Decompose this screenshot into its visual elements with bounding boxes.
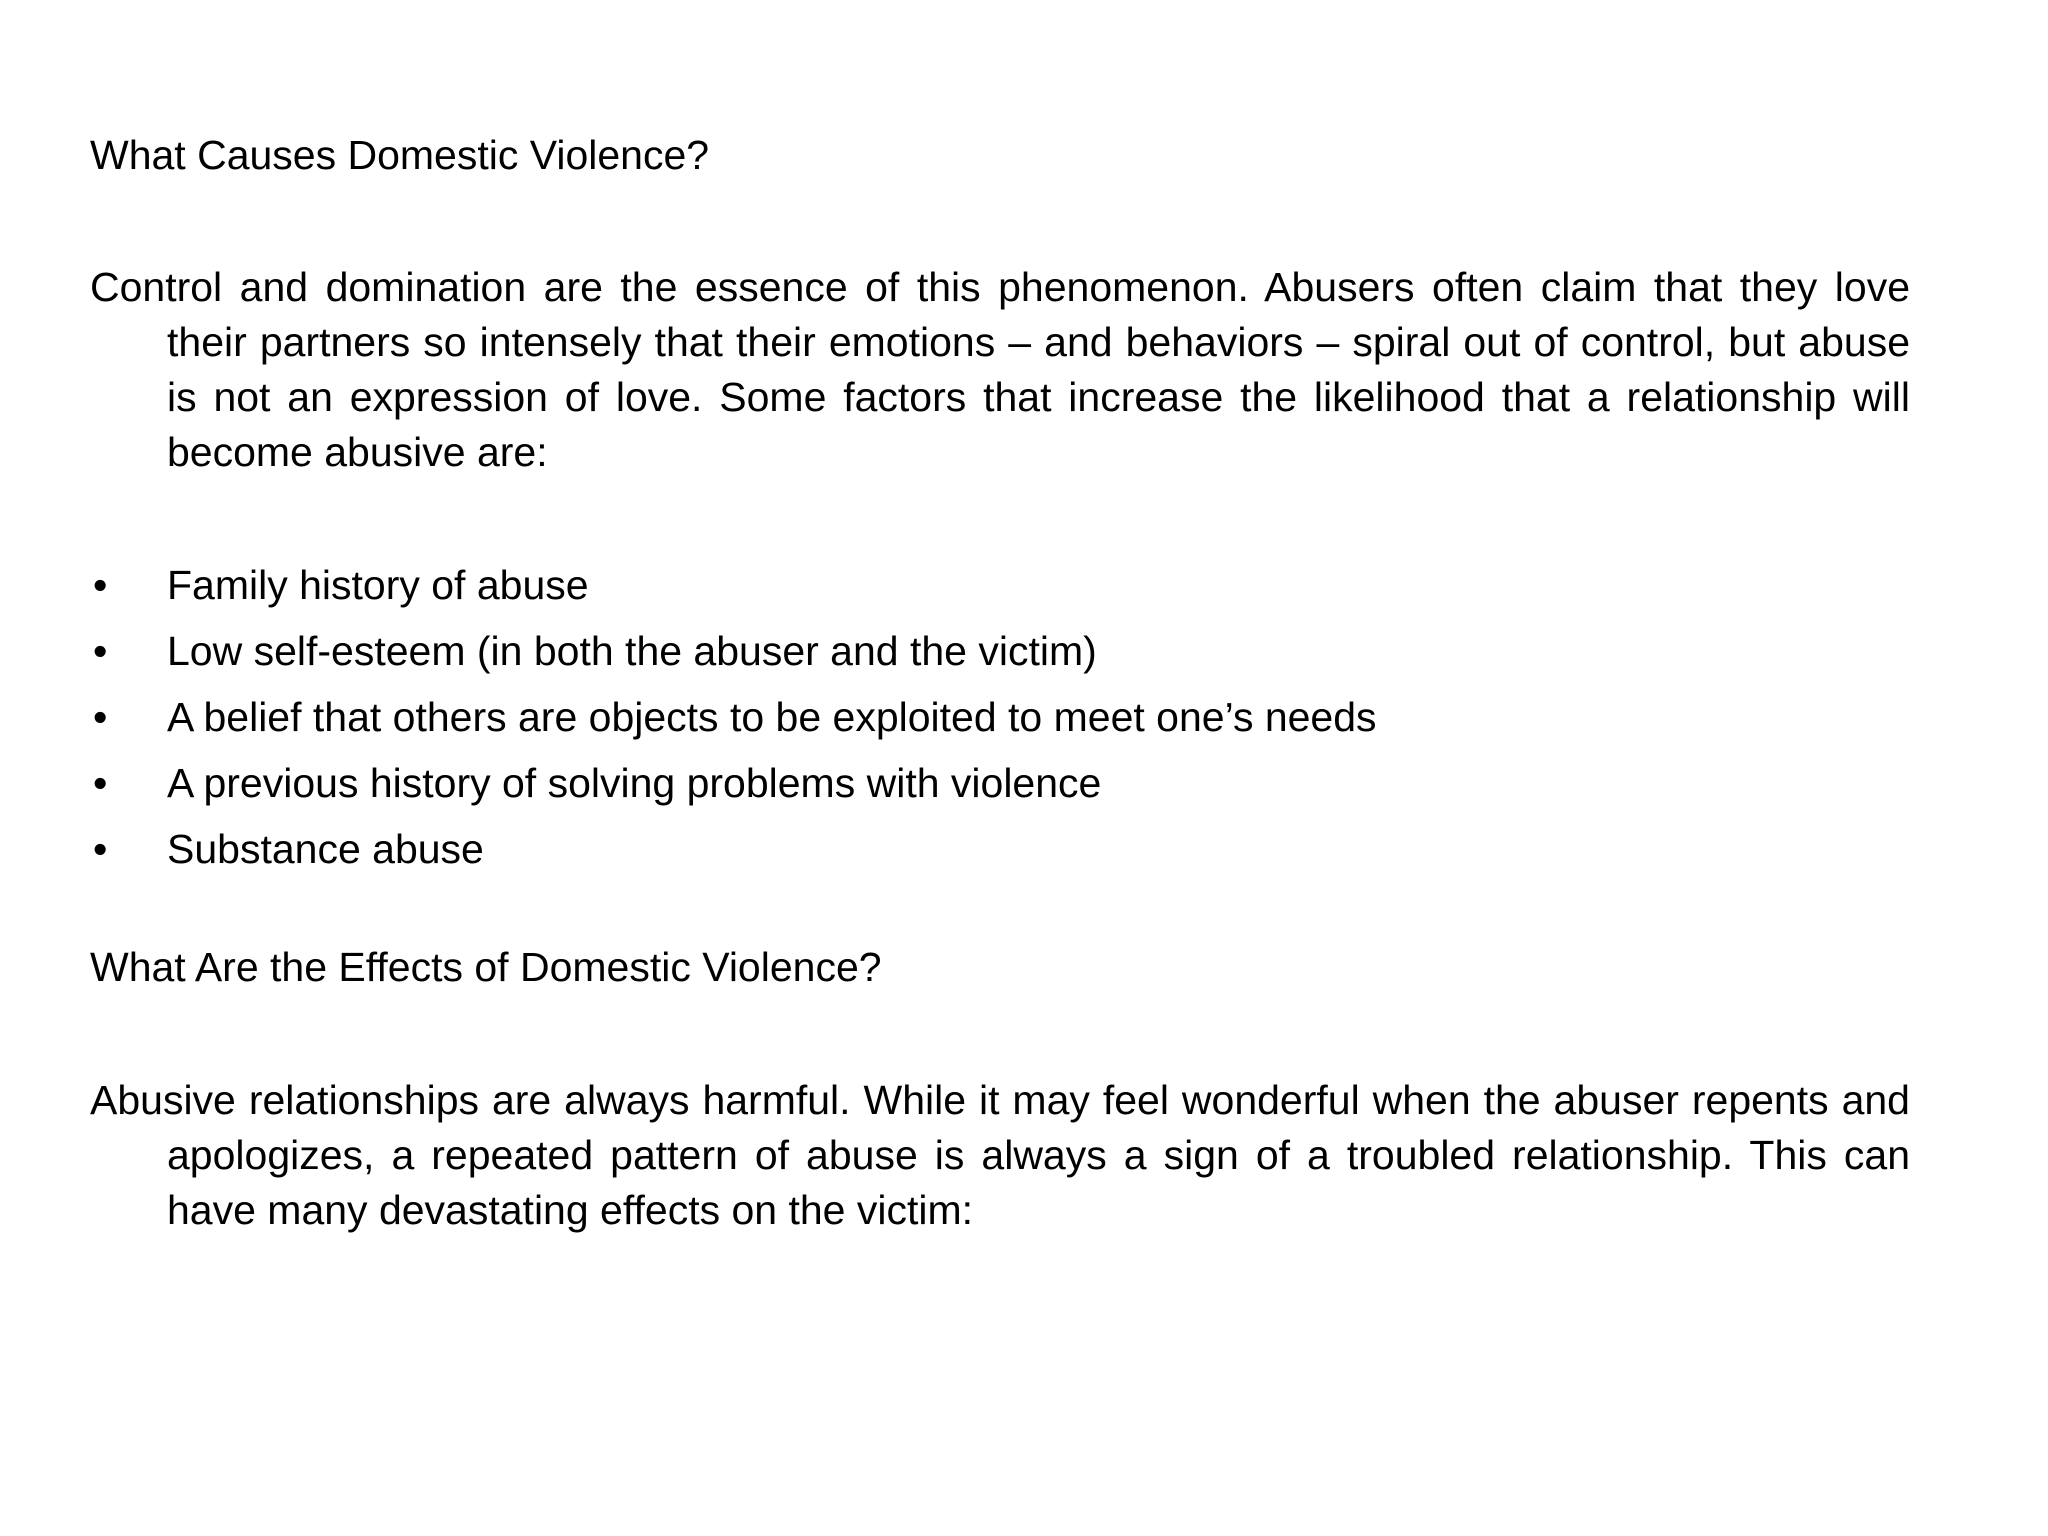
list-item [90,690,1910,756]
paragraph-effects: Abusive relationships are always harmful. While it may feel wonderful when the abuser repents and apologizes, a repeated pattern of abuse is always a sign of a troubled relationship. This can have many devastating effects on the victim: [90,1077,1910,1233]
bullet-icon: • [93,562,108,608]
list-item-text: A previous history of solving problems with violence [167,760,1102,806]
list-item [90,558,1910,624]
paragraph-causes: Control and domination are the essence of this phenomenon. Abusers often claim that they love their partners so intensely that their emotions – and behaviors – spiral out of control, but abuse is not an expression of love. Some factors that increase the likelihood that a relationship will become abusive are: [90,264,1910,475]
section-heading-causes: What Causes Domestic Violence? [90,132,710,178]
list-item-text: Substance abuse [167,826,484,872]
list-item-text: A belief that others are objects to be exploited to meet one’s needs [167,694,1377,740]
bullet-icon: • [93,694,108,740]
list-item-text: Low self-esteem (in both the abuser and the victim) [167,628,1097,674]
risk-factor-list [90,558,1910,888]
bullet-icon: • [93,760,108,806]
bullet-icon: • [93,628,108,674]
list-item [90,822,1910,888]
bullet-icon: • [93,826,108,872]
list-item [90,624,1910,690]
list-item-text: Family history of abuse [167,562,589,608]
list-item [90,756,1910,822]
section-heading-effects: What Are the Effects of Domestic Violence? [90,944,882,990]
slide-content [90,128,1910,1238]
